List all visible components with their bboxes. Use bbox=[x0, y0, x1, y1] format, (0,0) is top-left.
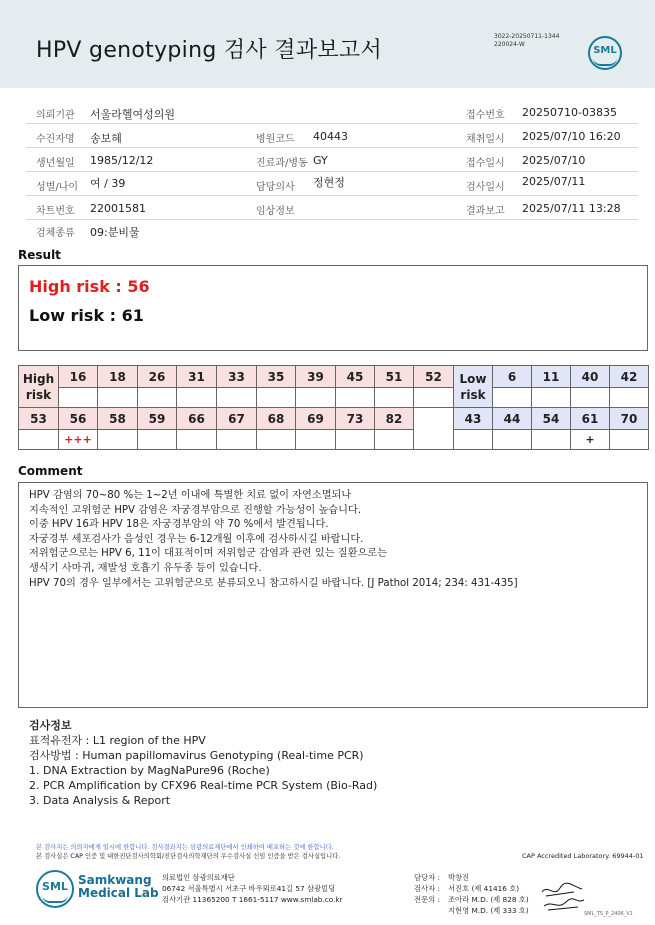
hospital-code-label: 병원코드 bbox=[256, 134, 295, 145]
chart-value: 22001581 bbox=[90, 202, 146, 215]
cap-accreditation: CAP Accredited Laboratory. 69944-01 bbox=[522, 852, 644, 860]
result-cell bbox=[610, 430, 649, 450]
test-info-line: 2. PCR Amplification by CFX96 Real-time PCR System (Bio-Rad) bbox=[29, 779, 378, 792]
genotype-cell: 70 bbox=[610, 408, 649, 430]
institution-line: 의료법인 삼광의료재단 bbox=[162, 873, 235, 882]
info-row-5 bbox=[26, 196, 638, 220]
institution-line: 06742 서울특별시 서초구 바우뫼로41길 57 삼광빌딩 bbox=[162, 884, 336, 893]
genotype-cell: 43 bbox=[454, 408, 493, 430]
comment-box bbox=[18, 482, 648, 708]
clinical-label: 임상정보 bbox=[256, 206, 295, 217]
low-risk-header: Low risk bbox=[454, 366, 493, 408]
comment-line: 이중 HPV 16과 HPV 18은 자궁경부암의 약 70 %에서 발견됩니다. bbox=[29, 519, 329, 531]
samkwang-logo-icon bbox=[36, 870, 74, 908]
form-code: SML_TS_P_2406_V1 bbox=[584, 911, 633, 917]
received-value: 2025/07/10 bbox=[522, 154, 586, 167]
result-cell bbox=[375, 430, 414, 450]
result-cell bbox=[177, 388, 217, 408]
genotype-cell: 69 bbox=[296, 408, 336, 430]
genotype-cell: 18 bbox=[98, 366, 138, 388]
logo-line-2: Medical Lab bbox=[78, 886, 159, 900]
report-header bbox=[0, 0, 655, 88]
doctor-value: 정현정 bbox=[313, 176, 345, 189]
genotype-row-2-results bbox=[19, 430, 649, 450]
result-cell bbox=[177, 430, 217, 450]
dob-label: 생년월일 bbox=[36, 158, 75, 169]
result-cell bbox=[454, 430, 493, 450]
empty-cell bbox=[414, 408, 454, 450]
staff-info bbox=[414, 872, 529, 916]
staff-line bbox=[414, 883, 529, 894]
result-cell bbox=[493, 388, 532, 408]
institution-line: 검사기관 11365200 T 1661-5117 www.smlab.co.kr bbox=[162, 895, 343, 904]
specimen-label: 검체종류 bbox=[36, 228, 75, 239]
genotype-cell: 6 bbox=[493, 366, 532, 388]
result-cell bbox=[217, 388, 257, 408]
staff-name: 서진호 (제 41416 호) bbox=[448, 884, 520, 893]
test-info-line: 3. Data Analysis & Report bbox=[29, 794, 171, 807]
footer-note-2: 본 검사실은 CAP 인증 및 대한진단검사의학회/진단검사의학재단의 우수검사실 신임 인증을 받은 검사실입니다. bbox=[36, 853, 341, 860]
genotype-cell: 51 bbox=[375, 366, 414, 388]
result-cell bbox=[98, 430, 138, 450]
test-info-line: 검사방법 : Human papillomavirus Genotyping (Real-time PCR) bbox=[29, 749, 364, 762]
genotype-row-1-types bbox=[19, 366, 649, 388]
staff-role: 검사자 : bbox=[414, 884, 440, 893]
genotype-cell: 66 bbox=[177, 408, 217, 430]
result-cell bbox=[571, 388, 610, 408]
result-cell bbox=[257, 430, 296, 450]
test-info-line: 1. DNA Extraction by MagNaPure96 (Roche) bbox=[29, 764, 270, 777]
result-box bbox=[18, 265, 648, 351]
result-cell bbox=[138, 388, 177, 408]
examinee-value: 송보혜 bbox=[90, 132, 122, 145]
result-cell bbox=[336, 388, 375, 408]
staff-name: 지현영 M.D. (제 333 호) bbox=[448, 906, 529, 915]
staff-line bbox=[414, 905, 529, 916]
footer-logo-text: SML bbox=[42, 880, 68, 893]
dob-value: 1985/12/12 bbox=[90, 154, 154, 167]
genotype-cell: 73 bbox=[336, 408, 375, 430]
test-info-line: 표적유전자 : L1 region of the HPV bbox=[29, 734, 206, 747]
result-cell bbox=[257, 388, 296, 408]
result-cell bbox=[610, 388, 649, 408]
test-info-section bbox=[29, 718, 377, 808]
sml-logo-icon bbox=[588, 36, 622, 70]
comment-line: 지속적인 고위험군 HPV 감염은 자궁경부암으로 진행할 가능성이 높습니다. bbox=[29, 504, 362, 516]
result-cell bbox=[532, 430, 571, 450]
genotype-cell: 67 bbox=[217, 408, 257, 430]
result-cell bbox=[296, 430, 336, 450]
logo-line-1: Samkwang bbox=[78, 873, 152, 887]
genotype-cell: 54 bbox=[532, 408, 571, 430]
genotype-cell: 56 bbox=[59, 408, 98, 430]
dept-value: GY bbox=[313, 154, 328, 167]
result-cell bbox=[375, 388, 414, 408]
genotype-cell: 42 bbox=[610, 366, 649, 388]
result-cell bbox=[138, 430, 177, 450]
examinee-label: 수진자명 bbox=[36, 134, 75, 145]
genotype-row-2-types bbox=[19, 408, 649, 430]
genotype-cell: 58 bbox=[98, 408, 138, 430]
result-cell bbox=[414, 388, 454, 408]
received-label: 접수일시 bbox=[466, 158, 505, 169]
institution-label: 의뢰기관 bbox=[36, 110, 75, 121]
high-risk-header: High risk bbox=[19, 366, 59, 408]
collected-value: 2025/07/10 16:20 bbox=[522, 130, 621, 143]
info-row-2 bbox=[26, 124, 638, 148]
tested-value: 2025/07/11 bbox=[522, 175, 586, 188]
sex-age-value: 여 / 39 bbox=[90, 177, 126, 190]
report-title: HPV genotyping 검사 결과보고서 bbox=[36, 38, 383, 63]
receipt-no-value: 20250710-03835 bbox=[522, 106, 617, 119]
genotype-cell: 40 bbox=[571, 366, 610, 388]
signature-image bbox=[538, 880, 588, 914]
staff-role: 담당자 : bbox=[414, 873, 440, 882]
genotype-cell: 33 bbox=[217, 366, 257, 388]
comment-line: 자궁경부 세포검사가 음성인 경우는 6-12개월 이후에 검사하시길 바랍니다. bbox=[29, 533, 364, 545]
comment-line: 저위험군으로는 HPV 6, 11이 대표적이며 저위험군 감염과 관련 있는 질환으로는 bbox=[29, 548, 387, 560]
result-cell bbox=[59, 388, 98, 408]
result-cell bbox=[532, 388, 571, 408]
footer-note-1: 본 검사지는 의뢰자에게 일시에 한합니다. 검사결과지는 삼광의료재단에서 인쇄하여 배포하는 것에 한합니다. bbox=[36, 844, 334, 851]
genotype-cell: 68 bbox=[257, 408, 296, 430]
result-cell bbox=[19, 430, 59, 450]
collected-label: 채취일시 bbox=[466, 134, 505, 145]
staff-line bbox=[414, 894, 529, 905]
samkwang-logo-wordmark bbox=[78, 874, 159, 900]
genotype-cell: 45 bbox=[336, 366, 375, 388]
staff-name: 박창진 bbox=[448, 873, 470, 882]
genotype-cell: 44 bbox=[493, 408, 532, 430]
info-row-6 bbox=[26, 218, 638, 242]
result-cell bbox=[98, 388, 138, 408]
result-cell: + bbox=[571, 430, 610, 450]
result-cell: +++ bbox=[59, 430, 98, 450]
genotype-cell: 26 bbox=[138, 366, 177, 388]
institution-value: 서울라헬여성의원 bbox=[90, 108, 176, 121]
document-id bbox=[494, 33, 559, 49]
tested-label: 검사일시 bbox=[466, 182, 505, 193]
reported-label: 결과보고 bbox=[466, 206, 505, 217]
staff-name: 조아라 M.D. (제 828 호) bbox=[448, 895, 529, 904]
genotype-table bbox=[18, 365, 649, 450]
info-row-1 bbox=[26, 100, 638, 124]
specimen-value: 09:분비물 bbox=[90, 226, 140, 239]
receipt-no-label: 접수번호 bbox=[466, 110, 505, 121]
dept-label: 진료과/병동 bbox=[256, 158, 308, 169]
comment-section-title: Comment bbox=[18, 464, 83, 478]
logo-text: SML bbox=[593, 45, 617, 56]
genotype-cell: 61 bbox=[571, 408, 610, 430]
genotype-cell: 52 bbox=[414, 366, 454, 388]
result-cell bbox=[217, 430, 257, 450]
hospital-code-value: 40443 bbox=[313, 130, 348, 143]
comment-line: HPV 70의 경우 일부에서는 고위험군으로 분류되오니 참고하시길 바랍니다. [J Pathol 2014; 234: 431-435] bbox=[29, 577, 518, 589]
genotype-cell: 16 bbox=[59, 366, 98, 388]
genotype-cell: 82 bbox=[375, 408, 414, 430]
info-row-4 bbox=[26, 172, 638, 196]
high-risk-result: High risk : 56 bbox=[29, 277, 150, 296]
genotype-cell: 11 bbox=[532, 366, 571, 388]
genotype-cell: 53 bbox=[19, 408, 59, 430]
comment-line: HPV 감염의 70~80 %는 1~2년 이내에 특별한 치료 없이 자연소멸되나 bbox=[29, 490, 352, 501]
result-section-title: Result bbox=[18, 248, 61, 262]
result-cell bbox=[336, 430, 375, 450]
institution-info bbox=[162, 872, 343, 905]
genotype-row-1-results bbox=[19, 388, 649, 408]
comment-line: 생식기 사마귀, 재발성 호흡기 유두종 등이 있습니다. bbox=[29, 562, 262, 574]
result-cell bbox=[296, 388, 336, 408]
test-info-title: 검사정보 bbox=[29, 719, 72, 732]
document-id-line2: 220024-W bbox=[494, 41, 525, 48]
info-row-3 bbox=[26, 148, 638, 172]
chart-label: 차트번호 bbox=[36, 206, 75, 217]
genotype-cell: 59 bbox=[138, 408, 177, 430]
staff-line bbox=[414, 872, 529, 883]
genotype-cell: 35 bbox=[257, 366, 296, 388]
genotype-cell: 31 bbox=[177, 366, 217, 388]
reported-value: 2025/07/11 13:28 bbox=[522, 202, 621, 215]
genotype-cell: 39 bbox=[296, 366, 336, 388]
low-risk-result: Low risk : 61 bbox=[29, 306, 144, 325]
result-cell bbox=[493, 430, 532, 450]
doctor-label: 담당의사 bbox=[256, 182, 295, 193]
staff-role: 전문의 : bbox=[414, 895, 440, 904]
document-id-line1: 3022-20250711-1344 bbox=[494, 33, 560, 40]
sex-age-label: 성별/나이 bbox=[36, 182, 79, 193]
